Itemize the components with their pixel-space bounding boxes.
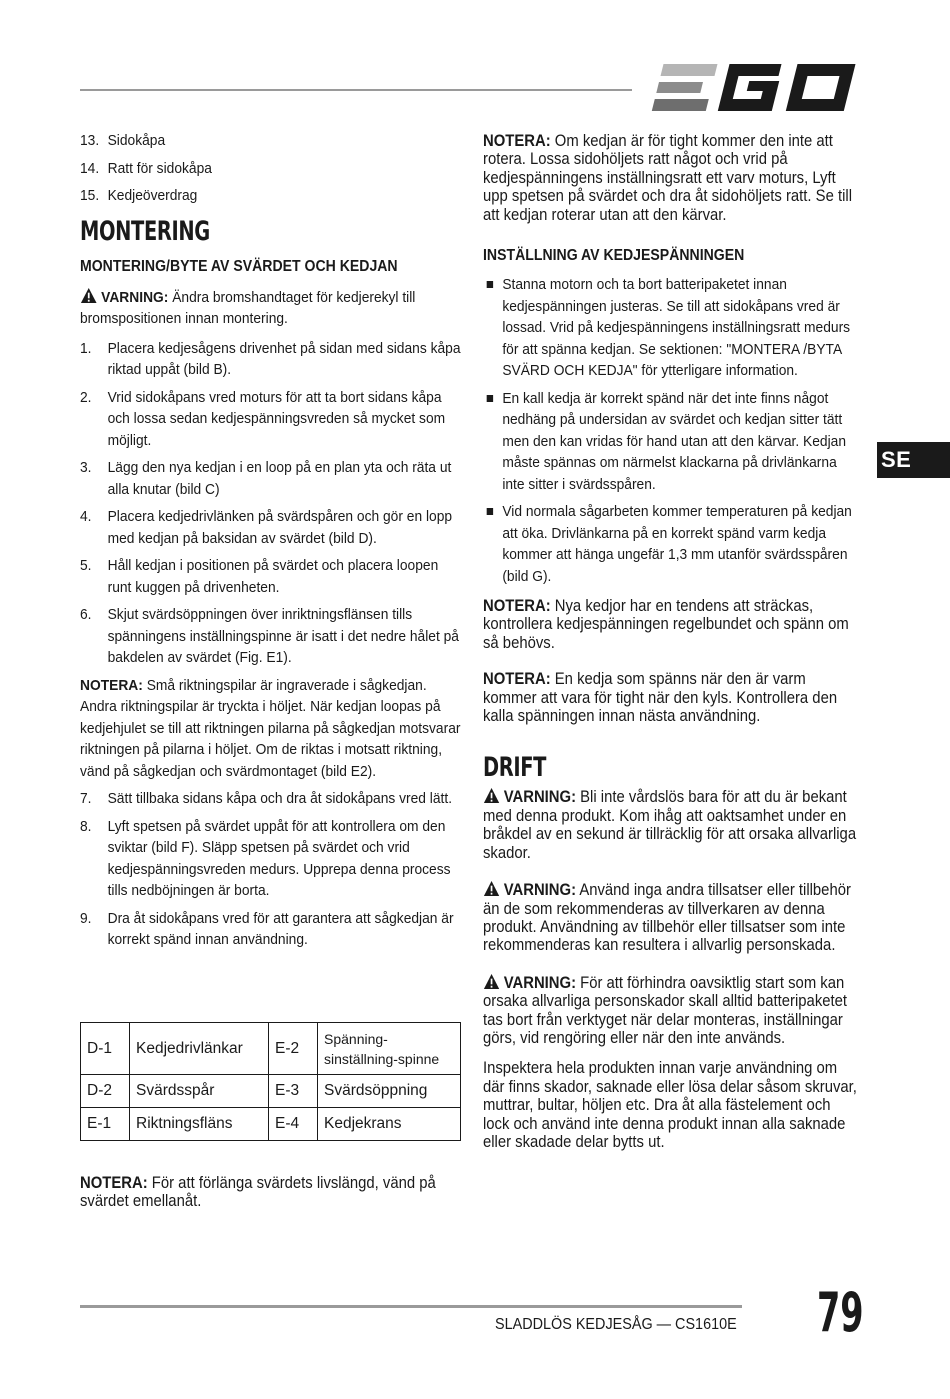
step-number: 6.: [80, 606, 92, 623]
bullet-block: [483, 274, 861, 587]
bullet-icon: [487, 508, 493, 515]
step-number: 2.: [80, 388, 92, 406]
bullet-text: En kall kedja är korrekt spänd när det inte finns något nedhäng på undersidan av svärdet och kedjan sitter tätt men den kan vridas för hand utan att den kärvar. Kedjan måste spännas om närmelst klackarna på drivlänkarna inte sitter i svärdsspåren.: [502, 389, 847, 493]
step-text: Vrid sidokåpans vred moturs för att ta bort sidans kåpa och lossa sedan kedjespänningsvreden så mycket som möjligt.: [107, 388, 446, 449]
left-column: [80, 130, 462, 957]
warning-text: Ändra bromshandtaget för kedjerekyl till bromspositionen innan montering.: [80, 288, 416, 327]
list-item: [483, 501, 861, 587]
table-cell: E-4: [269, 1108, 318, 1141]
list-item: [80, 457, 462, 500]
inspection-paragraph: Inspektera hela produkten innan varje användning om där finns skador, saknade eller lösa delar såsom skruvar, muttrar, bultar, höljen etc. Dra åt alla fästelement och lock och använd inte denna produkt innan alla saknade eller skadade delar bytts ut.: [483, 1059, 857, 1151]
warning-icon: [483, 787, 500, 804]
step-text: Placera kedjedrivlänken på svärdspåren och gör en lopp med kedjan på baksidan av svärdet (bild D).: [107, 508, 453, 547]
warning-icon: [483, 880, 500, 897]
section-title-montering: MONTERING: [80, 215, 210, 247]
note-text: En kedja som spänns när den är varm kommer att vara för tight när den kyls. Kontrollera den kalla spänningen innan nästa användning.: [483, 670, 838, 726]
list-item: [80, 604, 462, 669]
warning-icon: [80, 287, 97, 304]
note-label: NOTERA:: [80, 1174, 148, 1192]
table-cell: Svärdsspår: [130, 1075, 269, 1108]
warning-icon: [483, 973, 500, 990]
bullet-text: Vid normala sågarbeten kommer temperaturen på kedjan att öka. Drivlänkarna på en korrekt spänd varm kedja kommer att hänga ungefär 1,3 mm utanför svärdsspåren (bild G).: [502, 503, 852, 585]
section-title-drift: DRIFT: [483, 752, 547, 784]
table-cell: E-1: [81, 1108, 130, 1141]
subsection-title: MONTERING/BYTE AV SVÄRDET OCH KEDJAN: [80, 257, 398, 275]
step-text: Håll kedjan i positionen på svärdet och placera loopen runt kuggen på drivenheten.: [107, 557, 439, 596]
ego-logo: [650, 62, 862, 114]
note-block: [80, 675, 462, 783]
step-text: Placera kedjesågens drivenhet på sidan med sidans kåpa riktad uppåt (bild B).: [107, 339, 461, 378]
list-item: [80, 908, 462, 951]
step-text: Dra åt sidokåpans vred för att garantera att sågkedjan är korrekt spänd innan användning.: [107, 909, 454, 948]
bullet-text: Stanna motorn och ta bort batteripaketet innan kedjespänningen justeras. Se till att sidokåpans vred är lossad. Vrid på kedjespänningens inställningsratt medurs för att spänna kedjan. Se sektionen: "MONTERA /BYTA SVÄRD OCH KEDJA" för ytterligare information.: [502, 276, 851, 380]
steps-block-a: [80, 338, 462, 669]
warning-label: VARNING:: [503, 973, 577, 992]
table-row: [81, 1108, 461, 1141]
warning-block: [483, 973, 861, 1048]
warning-label: VARNING:: [101, 288, 169, 306]
footer-title: SLADDLÖS KEDJESÅG — CS1610E: [495, 1316, 737, 1333]
step-number: 3.: [80, 459, 92, 476]
list-number: 14.: [80, 159, 100, 177]
list-text: Ratt för sidokåpa: [107, 159, 212, 177]
warning-block: [80, 287, 462, 330]
warning-text: Använd inga andra tillsatser eller tillbehör än de som rekommenderas av tillverkaren av denna produkt. Användning av tillbehör eller tillsatser som inte rekommenderas kan resultera i allvarlig personskada.: [483, 881, 851, 955]
list-item: [80, 788, 462, 810]
step-number: 4.: [80, 508, 92, 525]
step-number: 9.: [80, 909, 92, 927]
header-rule: [80, 89, 632, 91]
note-text: Om kedjan är för tight kommer den inte att rotera. Lossa sidohöljets ratt något och vrid på kedjespänningens inställningsratt ett varv moturs, Lyft upp spetsen på svärdet och dra åt sidohöljets ratt. Se till att kedjan roterar utan att den kärvar.: [483, 132, 852, 224]
note-text: Små riktningspilar är ingraverade i sågkedjan. Andra riktningspilar är tryckta i höljet. När kedjan loopas på kedjehjulet se till att riktningen pilarna på sågkedjan motsvarar riktningen på pilarna i höljet. Om de riktas i motsatt riktning, vänd på sågkedjan och svärdmontaget (bild E2).: [80, 676, 461, 780]
steps-block-b: [80, 788, 462, 951]
warning-text: Bli inte vårdslös bara för att du är bekant med denna produkt. Kom ihåg att oaktsamhet under en bråkdel av en sekund är tillräcklig för att orsaka allvarliga skador.: [483, 788, 857, 862]
note-block: [483, 132, 861, 224]
step-number: 8.: [80, 817, 92, 835]
note-text: För att förlänga svärdets livslängd, vänd på svärdet emellanåt.: [80, 1174, 436, 1211]
list-item: [80, 555, 462, 598]
table-cell: Svärdsöppning: [318, 1075, 461, 1108]
table-row: [81, 1023, 461, 1075]
list-item: [80, 130, 462, 152]
table-cell: Riktningsfläns: [130, 1108, 269, 1141]
table-cell: D-1: [81, 1023, 130, 1075]
warning-block: [483, 787, 861, 862]
list-number: 15.: [80, 187, 100, 204]
step-number: 7.: [80, 790, 92, 807]
list-item: [80, 816, 462, 902]
list-text: Kedjeöverdrag: [107, 187, 198, 204]
list-number: 13.: [80, 132, 100, 149]
table-row: [81, 1075, 461, 1108]
note-block-bottom: [80, 1174, 454, 1211]
table-cell: Kedjedrivlänkar: [130, 1023, 269, 1075]
list-item: [80, 506, 462, 549]
step-text: Lyft spetsen på svärdet uppåt för att kontrollera om den sviktar (bild F). Släpp spetsen på svärdet och vrid kedjespänningsvreden medurs. Upprepa denna process tills nedböjningen är borta.: [107, 817, 451, 899]
list-item: [80, 387, 462, 452]
list-text: Sidokåpa: [107, 132, 166, 149]
warning-block: [483, 880, 861, 955]
parts-table: [80, 1022, 461, 1141]
warning-label: VARNING:: [503, 881, 577, 900]
note-label: NOTERA:: [483, 670, 551, 689]
table-cell: E-2: [269, 1023, 318, 1075]
note-text: Nya kedjor har en tendens att sträckas, kontrollera kedjespänningen regelbundet och spänn om så behövs.: [483, 597, 849, 652]
subsection-title: INSTÄLLNING AV KEDJESPÄNNINGEN: [483, 247, 745, 265]
parts-list-block: [80, 130, 462, 207]
steps-list: [80, 338, 462, 669]
step-text: Skjut svärdsöppningen över inriktningsflänsen tills spänningens inställningspinne är isatt i det nedre hålet på bakdelen av svärdet (Fig. E1).: [107, 606, 459, 666]
note-block: [483, 670, 861, 725]
step-text: Sätt tillbaka sidans kåpa och dra åt sidokåpans vred lätt.: [107, 790, 453, 807]
table-cell: Kedjekrans: [318, 1108, 461, 1141]
step-number: 5.: [80, 557, 92, 574]
note-label: NOTERA:: [483, 597, 551, 616]
note-label: NOTERA:: [483, 132, 551, 150]
step-number: 1.: [80, 339, 92, 357]
table-cell: Spänning-sinställning-spinne: [318, 1023, 461, 1075]
bullet-icon: [487, 281, 493, 288]
warning-text: För att förhindra oavsiktlig start som kan orsaka allvarliga personskador skall alltid batteripaketet tas bort från verktyget när delar monteras, inställningar görs, vid rengöring eller när den inte används.: [483, 973, 848, 1047]
list-item: [80, 185, 462, 207]
language-tab: SE: [877, 442, 950, 478]
right-column: [483, 132, 861, 1151]
note-label: NOTERA:: [80, 676, 143, 694]
list-item: [80, 338, 462, 381]
list-item: [80, 158, 462, 180]
note-block: [483, 597, 861, 652]
table-cell: D-2: [81, 1075, 130, 1108]
parts-list: [80, 130, 462, 207]
footer-rule: [80, 1305, 742, 1308]
bullet-list: [483, 274, 861, 587]
step-text: Lägg den nya kedjan i en loop på en plan yta och räta ut alla knutar (bild C): [107, 459, 452, 498]
page-number: 79: [817, 1281, 864, 1344]
table-cell: E-3: [269, 1075, 318, 1108]
steps-list: [80, 788, 462, 951]
warning-label: VARNING:: [503, 788, 577, 807]
bullet-icon: [487, 395, 493, 402]
list-item: [483, 388, 861, 496]
list-item: [483, 274, 861, 382]
